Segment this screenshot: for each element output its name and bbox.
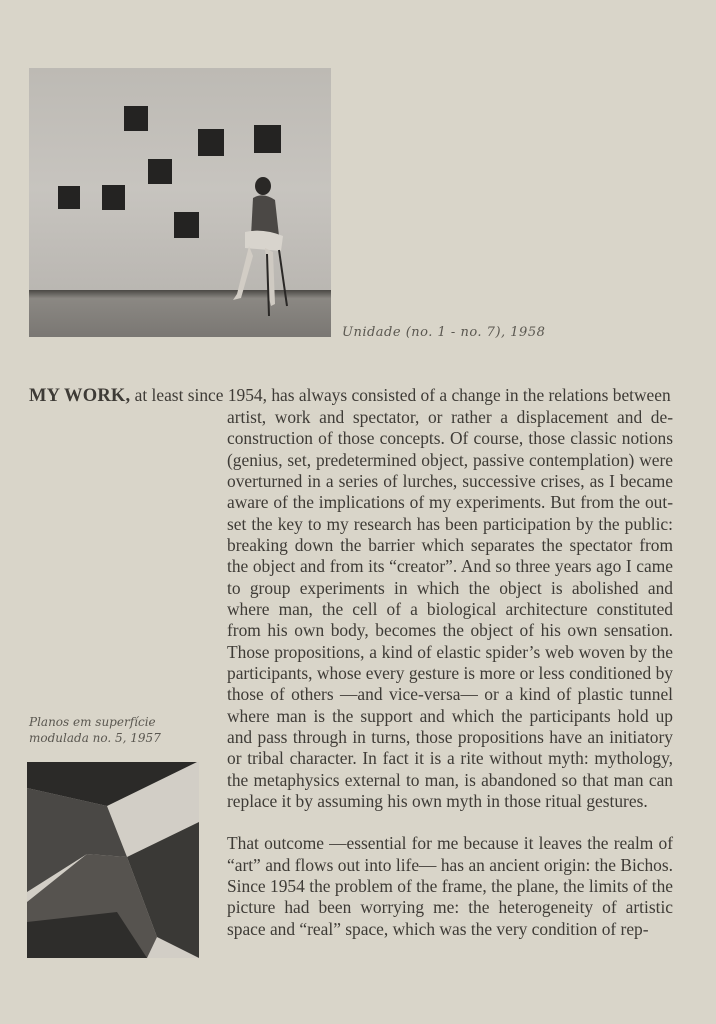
paragraph-1: artist, work and spectator, or rather a displacement and deconstruction of those concepts. Of course, those classic notions (genius, set, predetermined object, passive contemplation) were overturned in a series of lurches, successive crises, as I became aware of the implications of my experiments. But from the outset the key to my research has been participation by the public: breaking down the barrier which separates the spectator from the object and from its “creator”. And so three years ago I came to group experiments in which the object is abolished and where man, the cell of a biological architecture constituted from his own body, becomes the object of his own sensation. Those propositions, a kind of elastic spider’s web woven by the participants, whose every gesture is more or less conditioned by those of others —and vice-versa— or a kind of plastic tunnel where man is the support and which the participants hold up and pass through in turns, those propositions have an initiatory or tribal character. In fact it is a rite without myth: mythology, the metaphysics external to man, is abandoned so that man can replace it by assuming his own myth in those ritual gestures. <box>227 407 673 811</box>
paragraph-2: That outcome —essential for me because it leaves the realm of “art” and flows out into life— has an ancient origin: the Bichos. Since 1954 the problem of the frame, the plane, the limits of the picture had been worrying me: the heterogeneity of artistic space and “real” space, which was the very condition of rep- <box>227 833 673 939</box>
sculpture-caption: Planos em superfície modulada no. 5, 1957 <box>29 715 161 745</box>
photo-caption: Unidade (no. 1 - no. 7), 1958 <box>342 325 546 340</box>
intro-line <box>29 385 673 407</box>
artwork-photo-planos <box>27 762 199 958</box>
section-heading: MY WORK, <box>29 386 131 406</box>
body-text-column <box>227 407 673 940</box>
artwork-photo-unidade <box>29 68 331 337</box>
seated-woman-figure <box>231 176 291 326</box>
intro-line-text: at least since 1954, has always consisted of a change in the relations between <box>130 385 671 405</box>
